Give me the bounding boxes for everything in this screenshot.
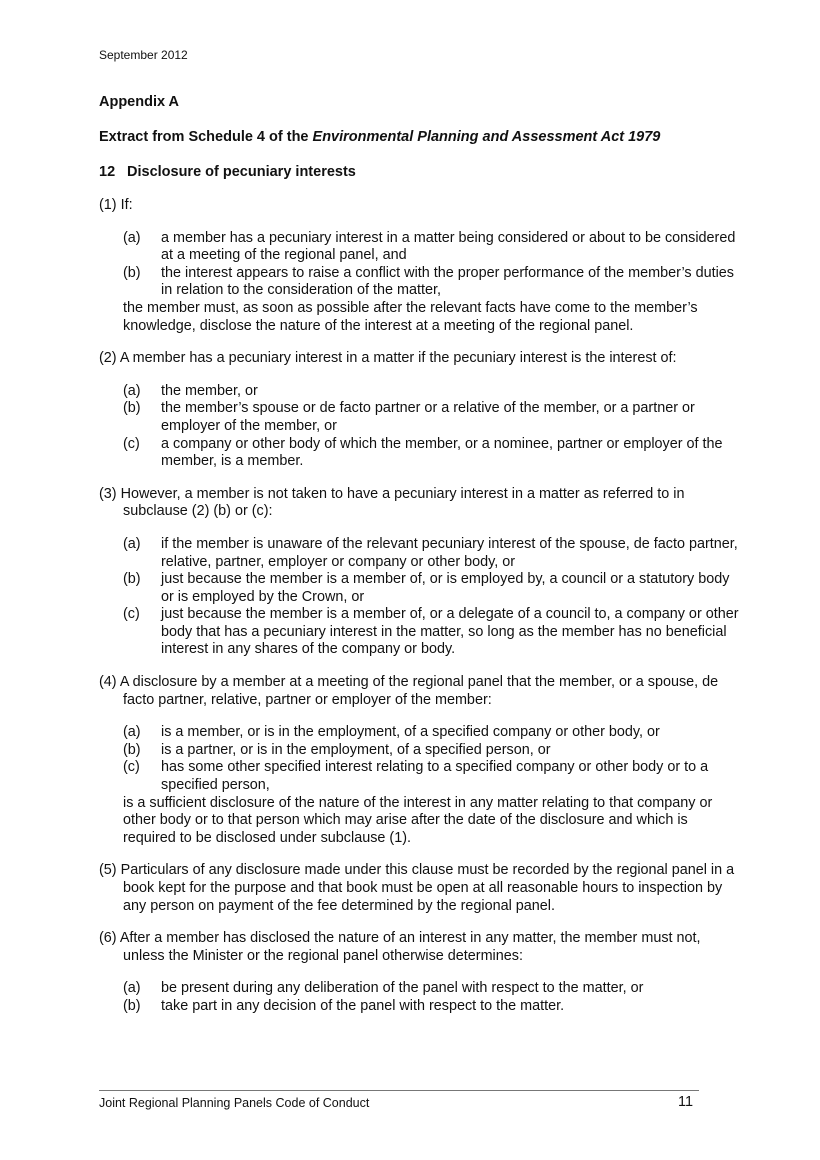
subclause-label: (c) — [123, 435, 140, 452]
clause — [99, 350, 739, 471]
section-title: Disclosure of pecuniary interests — [127, 164, 356, 180]
subclause-item — [99, 980, 739, 998]
clause-lead — [99, 930, 739, 965]
subclause-item — [99, 742, 739, 760]
clauses-body — [99, 197, 739, 1031]
extract-prefix: Extract from Schedule 4 of the — [99, 129, 313, 145]
clause-lead — [99, 350, 739, 368]
subclause-text: is a partner, or is in the employment, of a specified person, or — [161, 741, 551, 758]
clause-label: (2) — [99, 350, 117, 367]
clause-lead — [99, 486, 739, 521]
page-number: 11 — [678, 1094, 694, 1110]
clause-text: After a member has disclosed the nature of an interest in any matter, the member must not, unless the Minister or the regional panel otherwise determines: — [119, 930, 701, 964]
clause-text: A disclosure by a member at a meeting of the regional panel that the member, or a spouse, de facto partner, relative, partner or employer of the member: — [119, 674, 719, 708]
subclause-item — [99, 436, 739, 471]
clause-lead — [99, 674, 739, 709]
footer-document-title: Joint Regional Planning Panels Code of Conduct — [99, 1096, 370, 1110]
subclause-label: (a) — [123, 382, 141, 399]
subclause-label: (a) — [123, 229, 141, 246]
subclause-text: is a member, or is in the employment, of a specified company or other body, or — [161, 724, 660, 741]
clause-label: (5) — [99, 862, 117, 879]
subclause-label: (b) — [123, 264, 141, 281]
subclause-text: a company or other body of which the member, or a nominee, partner or employer of the member, is a member. — [161, 435, 723, 470]
section-heading — [99, 164, 356, 180]
subclause-item — [99, 265, 739, 300]
subclause-label: (b) — [123, 400, 141, 417]
subclause-text: has some other specified interest relating to a specified company or other body or to a specified person, — [161, 759, 709, 794]
subclause-label: (a) — [123, 535, 141, 552]
subclause-item — [99, 400, 739, 435]
clause-label: (1) — [99, 197, 117, 213]
subclause-text: the member, or — [161, 382, 258, 399]
appendix-heading: Appendix A — [99, 94, 180, 110]
subclause-list — [99, 980, 739, 1015]
clause-label: (6) — [99, 930, 117, 947]
clause — [99, 862, 739, 915]
clause-text: If: — [120, 197, 133, 213]
subclause-label: (b) — [123, 741, 141, 758]
subclause-text: a member has a pecuniary interest in a matter being considered or about to be considered at a meeting of the regional panel, and — [161, 229, 736, 264]
subclause-item — [99, 230, 739, 265]
clause-lead — [99, 862, 739, 915]
subclause-label: (c) — [123, 759, 140, 776]
subclause-item — [99, 759, 739, 794]
subclause-text: take part in any decision of the panel with respect to the matter. — [161, 997, 565, 1014]
header-date: September 2012 — [99, 48, 188, 62]
clause-conclusion: is a sufficient disclosure of the nature of the interest in any matter relating to that company or other body or to that person which may arise after the date of the disclosure and which is required to be disclosed under subclause (1). — [123, 794, 713, 846]
subclause-label: (b) — [123, 571, 141, 588]
subclause-label: (c) — [123, 606, 140, 623]
subclause-text: if the member is unaware of the relevant pecuniary interest of the spouse, de facto partner, relative, partner, employer or company or other body, or — [161, 535, 738, 570]
section-number: 12 — [99, 164, 116, 180]
subclause-list — [99, 536, 739, 659]
clause-label: (4) — [99, 674, 117, 691]
clause-text: However, a member is not taken to have a pecuniary interest in a matter as referred to in subclause (2) (b) or (c): — [120, 485, 685, 520]
clause — [99, 197, 739, 335]
subclause-item — [99, 998, 739, 1016]
footer-divider — [99, 1090, 699, 1091]
subclause-item — [99, 571, 739, 606]
clause — [99, 486, 739, 659]
subclause-item — [99, 536, 739, 571]
clause — [99, 674, 739, 847]
subclause-text: just because the member is a member of, or a delegate of a council to, a company or other body that has a pecuniary interest in the matter, so long as the member has no beneficial interest in any shares of the company or body. — [161, 606, 739, 658]
clause-label: (3) — [99, 485, 117, 502]
subclause-text: the interest appears to raise a conflict with the proper performance of the member’s duties in relation to the consideration of the matter, — [161, 264, 734, 299]
subclause-text: be present during any deliberation of the panel with respect to the matter, or — [161, 980, 644, 997]
subclause-label: (a) — [123, 724, 141, 741]
clause-text: Particulars of any disclosure made under this clause must be recorded by the regional panel in a book kept for the purpose and that book must be open at all reasonable hours to inspection by any person on payment of the fee determined by the regional panel. — [120, 862, 735, 914]
subclause-item — [99, 383, 739, 401]
subclause-list — [99, 724, 739, 794]
extract-heading — [99, 129, 660, 145]
clause-text: A member has a pecuniary interest in a matter if the pecuniary interest is the interest of: — [119, 350, 677, 367]
subclause-item — [99, 724, 739, 742]
subclause-list — [99, 383, 739, 471]
clause-lead — [99, 197, 739, 215]
clause-conclusion: the member must, as soon as possible after the relevant facts have come to the member’s knowledge, disclose the nature of the interest at a meeting of the regional panel. — [123, 299, 698, 334]
clause — [99, 930, 739, 1015]
subclause-list — [99, 230, 739, 300]
subclause-text: just because the member is a member of, or is employed by, a council or a statutory body or is employed by the Crown, or — [161, 571, 730, 605]
subclause-item — [99, 606, 739, 659]
act-title: Environmental Planning and Assessment Act 1979 — [312, 129, 661, 145]
subclause-label: (b) — [123, 997, 141, 1014]
subclause-text: the member’s spouse or de facto partner or a relative of the member, or a partner or employer of the member, or — [161, 400, 695, 434]
subclause-label: (a) — [123, 980, 141, 997]
